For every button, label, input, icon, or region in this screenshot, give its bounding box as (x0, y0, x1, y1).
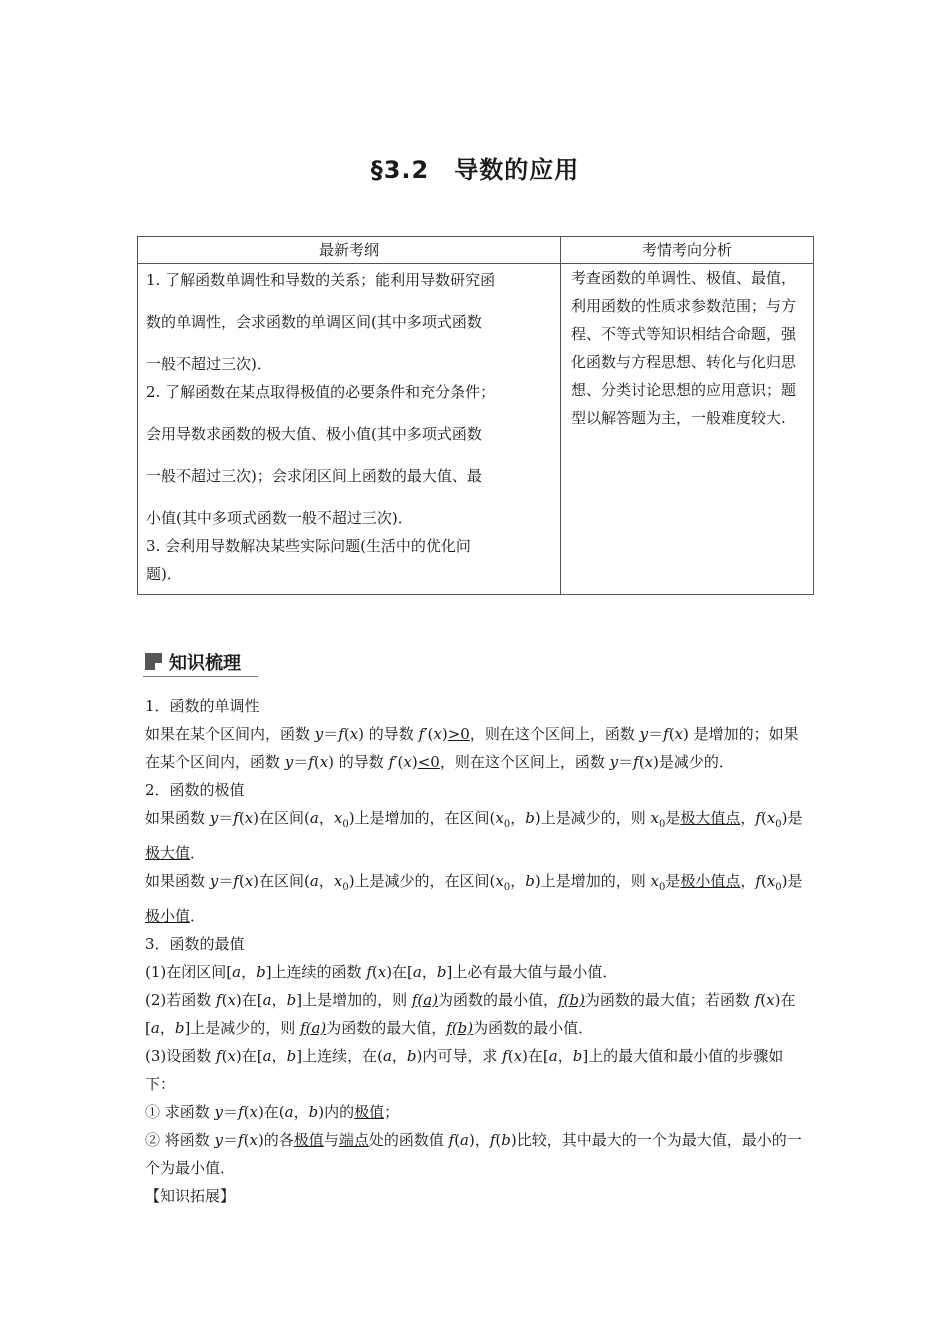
outline-line: 2. 了解函数在某点取得极值的必要条件和充分条件； (146, 383, 496, 401)
outline-line: 1. 了解函数单调性和导数的关系；能利用导数研究函 (146, 271, 496, 289)
knowledge-content (145, 692, 813, 1210)
section-square-icon (145, 653, 162, 670)
table-header-analysis: 考情考向分析 (561, 237, 814, 264)
outline-item-3 (146, 532, 552, 588)
extension-label: 【知识拓展】 (145, 1187, 236, 1205)
outline-cell (138, 264, 561, 595)
analysis-line: 想、分类讨论思想的应用意识；题 (571, 381, 797, 399)
section-heading-text: 知识梳理 (169, 653, 241, 674)
section-heading (143, 648, 258, 677)
paragraph-extrema-1: (1)在闭区间[a，b]上连续的函数 f(x)在[a，b]上必有最大值与最小值． (145, 963, 618, 981)
analysis-line: 利用函数的性质求参数范围；与方 (571, 297, 797, 315)
outline-line: 一般不超过三次)． (146, 355, 272, 373)
page-title: §3.2 导数的应用 (370, 156, 580, 184)
outline-line: 一般不超过三次)；会求闭区间上函数的最大值、最 (146, 467, 482, 485)
paragraph-extrema-2: (2)若函数 f(x)在[a，b]上是增加的，则 f(a)为函数的最小值，f(b)为函数的最大值；若函数 f(x)在[a，b]上是减少的，则 f(a)为函数的最大值，f(b)为函数的最小值． (145, 991, 796, 1037)
outline-line: 会用导数求函数的极大值、极小值(其中多项式函数 (146, 425, 482, 443)
table-header-outline: 最新考纲 (138, 237, 561, 264)
analysis-line: 型以解答题为主，一般难度较大. (571, 409, 786, 427)
outline-line: 小值(其中多项式函数一般不超过三次)． (146, 509, 413, 527)
outline-item-1 (146, 266, 552, 378)
analysis-line: 程、不等式等知识相结合命题，强 (571, 325, 797, 343)
subsection-heading: 2．函数的极值 (145, 781, 245, 799)
subsection-heading: 3．函数的最值 (145, 935, 245, 953)
paragraph-extrema-3: (3)设函数 f(x)在[a，b]上连续，在(a，b)内可导，求 f(x)在[a，b]上的最大值和最小值的步骤如下： (145, 1047, 784, 1093)
analysis-line: 考查函数的单调性、极值、最值， (571, 269, 797, 287)
paragraph-maximum: 如果函数 y＝f(x)在区间(a，$x_0$)上是增加的，在区间($x_0$，b)上是减少的，则 $x_0$是极大值点，$f(x_0)$是极大值． (145, 809, 803, 862)
subsection-heading: 1．函数的单调性 (145, 697, 260, 715)
paragraph-monotonicity: 如果在某个区间内，函数 y＝f(x) 的导数 f′(x)>0，则在这个区间上，函数 y＝f(x) 是增加的；如果在某个区间内，函数 y＝f(x) 的导数 f′(x)<0，则在这个区间上，函数 y＝f(x)是减少的． (145, 725, 799, 771)
outline-line: 3. 会利用导数解决某些实际问题(生活中的优化问 (146, 537, 471, 555)
step-1: ① 求函数 y＝f(x)在(a，b)内的极值； (145, 1103, 400, 1121)
paragraph-minimum: 如果函数 y＝f(x)在区间(a，$x_0$)上是减少的，在区间($x_0$，b)上是增加的，则 $x_0$是极小值点，$f(x_0)$是极小值． (145, 872, 803, 925)
outline-item-2 (146, 378, 552, 532)
outline-line: 题)． (146, 565, 182, 583)
outline-table (137, 236, 814, 595)
analysis-cell (561, 264, 814, 595)
outline-line: 数的单调性，会求函数的单调区间(其中多项式函数 (146, 313, 482, 331)
analysis-line: 化函数与方程思想、转化与化归思 (571, 353, 797, 371)
step-2: ② 将函数 y＝f(x)的各极值与端点处的函数值 f(a)，f(b)比较，其中最大的一个为最大值，最小的一个为最小值． (145, 1131, 802, 1177)
